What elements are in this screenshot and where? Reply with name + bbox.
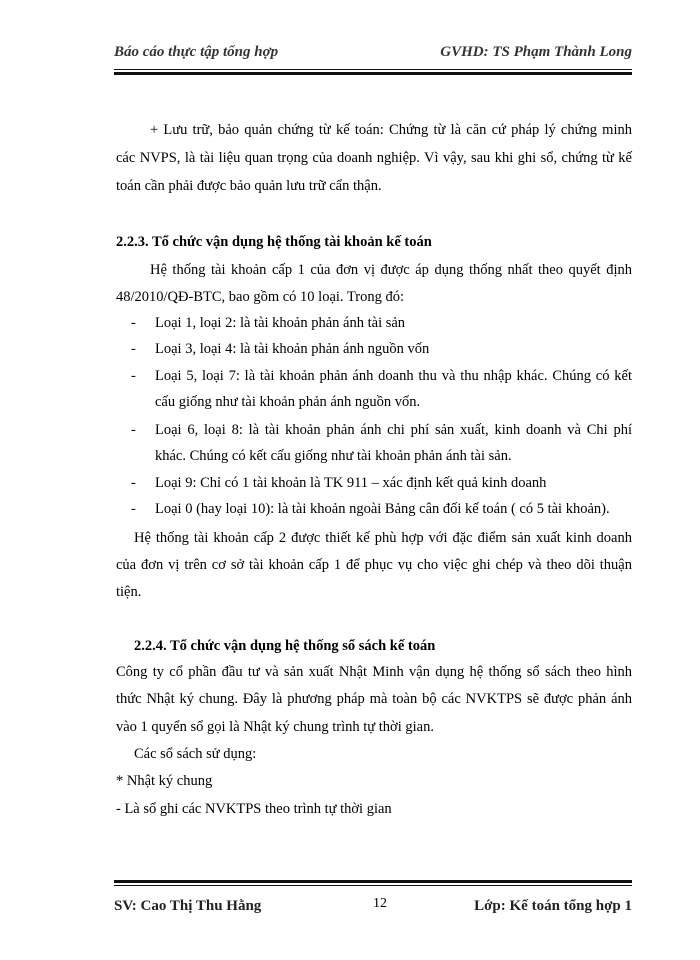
list-item: * Nhật ký chung — [116, 773, 213, 789]
list-bullet: - — [131, 315, 136, 331]
header-rule-thick — [114, 72, 632, 75]
paragraph-line: Hệ thống tài khoản cấp 1 của đơn vị được áp dụng thống nhất theo quyết định — [150, 262, 632, 278]
paragraph-line: của đơn vị trên cơ sở tài khoản cấp 1 để phục vụ cho việc ghi chép và theo dõi thuận — [116, 557, 632, 573]
page-number: 12 — [373, 896, 387, 911]
paragraph-line: Công ty cổ phần đầu tư và sản xuất Nhật Minh vận dụng hệ thống sổ sách theo hình — [116, 664, 632, 680]
section-heading-2-2-3: 2.2.3. Tổ chức vận dụng hệ thống tài khoản kế toán — [116, 234, 432, 250]
list-item: Loại 9: Chỉ có 1 tài khoản là TK 911 – xác định kết quả kinh doanh — [155, 475, 547, 491]
header-rule-thin — [114, 69, 632, 70]
section-heading-2-2-4: 2.2.4. Tổ chức vận dụng hệ thống sổ sách kế toán — [134, 638, 436, 654]
list-bullet: - — [131, 501, 136, 517]
list-bullet: - — [131, 422, 136, 438]
list-item: Loại 6, loại 8: là tài khoản phản ánh chi phí sản xuất, kinh doanh và Chi phí — [155, 422, 632, 438]
footer-rule-thick — [114, 880, 632, 883]
paragraph-line: các NVPS, là tài liệu quan trọng của doanh nghiệp. Vì vậy, sau khi ghi sổ, chứng từ kế — [116, 150, 632, 166]
list-item-continuation: cấu giống như tài khoản phản ánh nguồn vốn. — [155, 394, 421, 410]
list-bullet: - — [131, 368, 136, 384]
list-item: Loại 5, loại 7: là tài khoản phản ánh doanh thu và thu nhập khác. Chúng có kết — [155, 368, 632, 384]
footer-student-name: SV: Cao Thị Thu Hằng — [114, 898, 262, 914]
list-item: Loại 1, loại 2: là tài khoản phản ánh tài sản — [155, 315, 406, 331]
list-bullet: - — [131, 475, 136, 491]
paragraph-line: toán cần phải được bảo quản lưu trữ cẩn thận. — [116, 178, 382, 194]
header-supervisor: GVHD: TS Phạm Thành Long — [440, 44, 632, 60]
paragraph-line: vào 1 quyển sổ gọi là Nhật ký chung trình tự thời gian. — [116, 719, 434, 735]
footer-class-name: Lớp: Kế toán tổng hợp 1 — [474, 898, 632, 914]
list-bullet: - — [131, 341, 136, 357]
paragraph-line: + Lưu trữ, bảo quản chứng từ kế toán: Chứng từ là căn cứ pháp lý chứng minh — [150, 122, 632, 138]
page-header — [114, 44, 632, 64]
list-item-continuation: khác. Chúng có kết cấu giống như tài khoản phản ánh tài sản. — [155, 448, 512, 464]
paragraph-line: tiện. — [116, 584, 142, 600]
footer-rule-thin — [114, 885, 632, 886]
list-item: Loại 3, loại 4: là tài khoản phản ánh nguồn vốn — [155, 341, 430, 357]
list-item: Loại 0 (hay loại 10): là tài khoản ngoài Bảng cân đối kế toán ( có 5 tài khoản). — [155, 501, 610, 517]
paragraph-line: 48/2010/QĐ-BTC, bao gồm có 10 loại. Trong đó: — [116, 289, 404, 305]
paragraph-line: Các sổ sách sử dụng: — [134, 746, 257, 762]
list-item: - Là sổ ghi các NVKTPS theo trình tự thời gian — [116, 801, 392, 817]
paragraph-line: thức Nhật ký chung. Đây là phương pháp mà toàn bộ các NVKTPS sẽ được phản ánh — [116, 691, 632, 707]
header-report-title: Báo cáo thực tập tổng hợp — [114, 44, 279, 60]
paragraph-line: Hệ thống tài khoản cấp 2 được thiết kế phù hợp với đặc điểm sản xuất kinh doanh — [134, 530, 632, 546]
